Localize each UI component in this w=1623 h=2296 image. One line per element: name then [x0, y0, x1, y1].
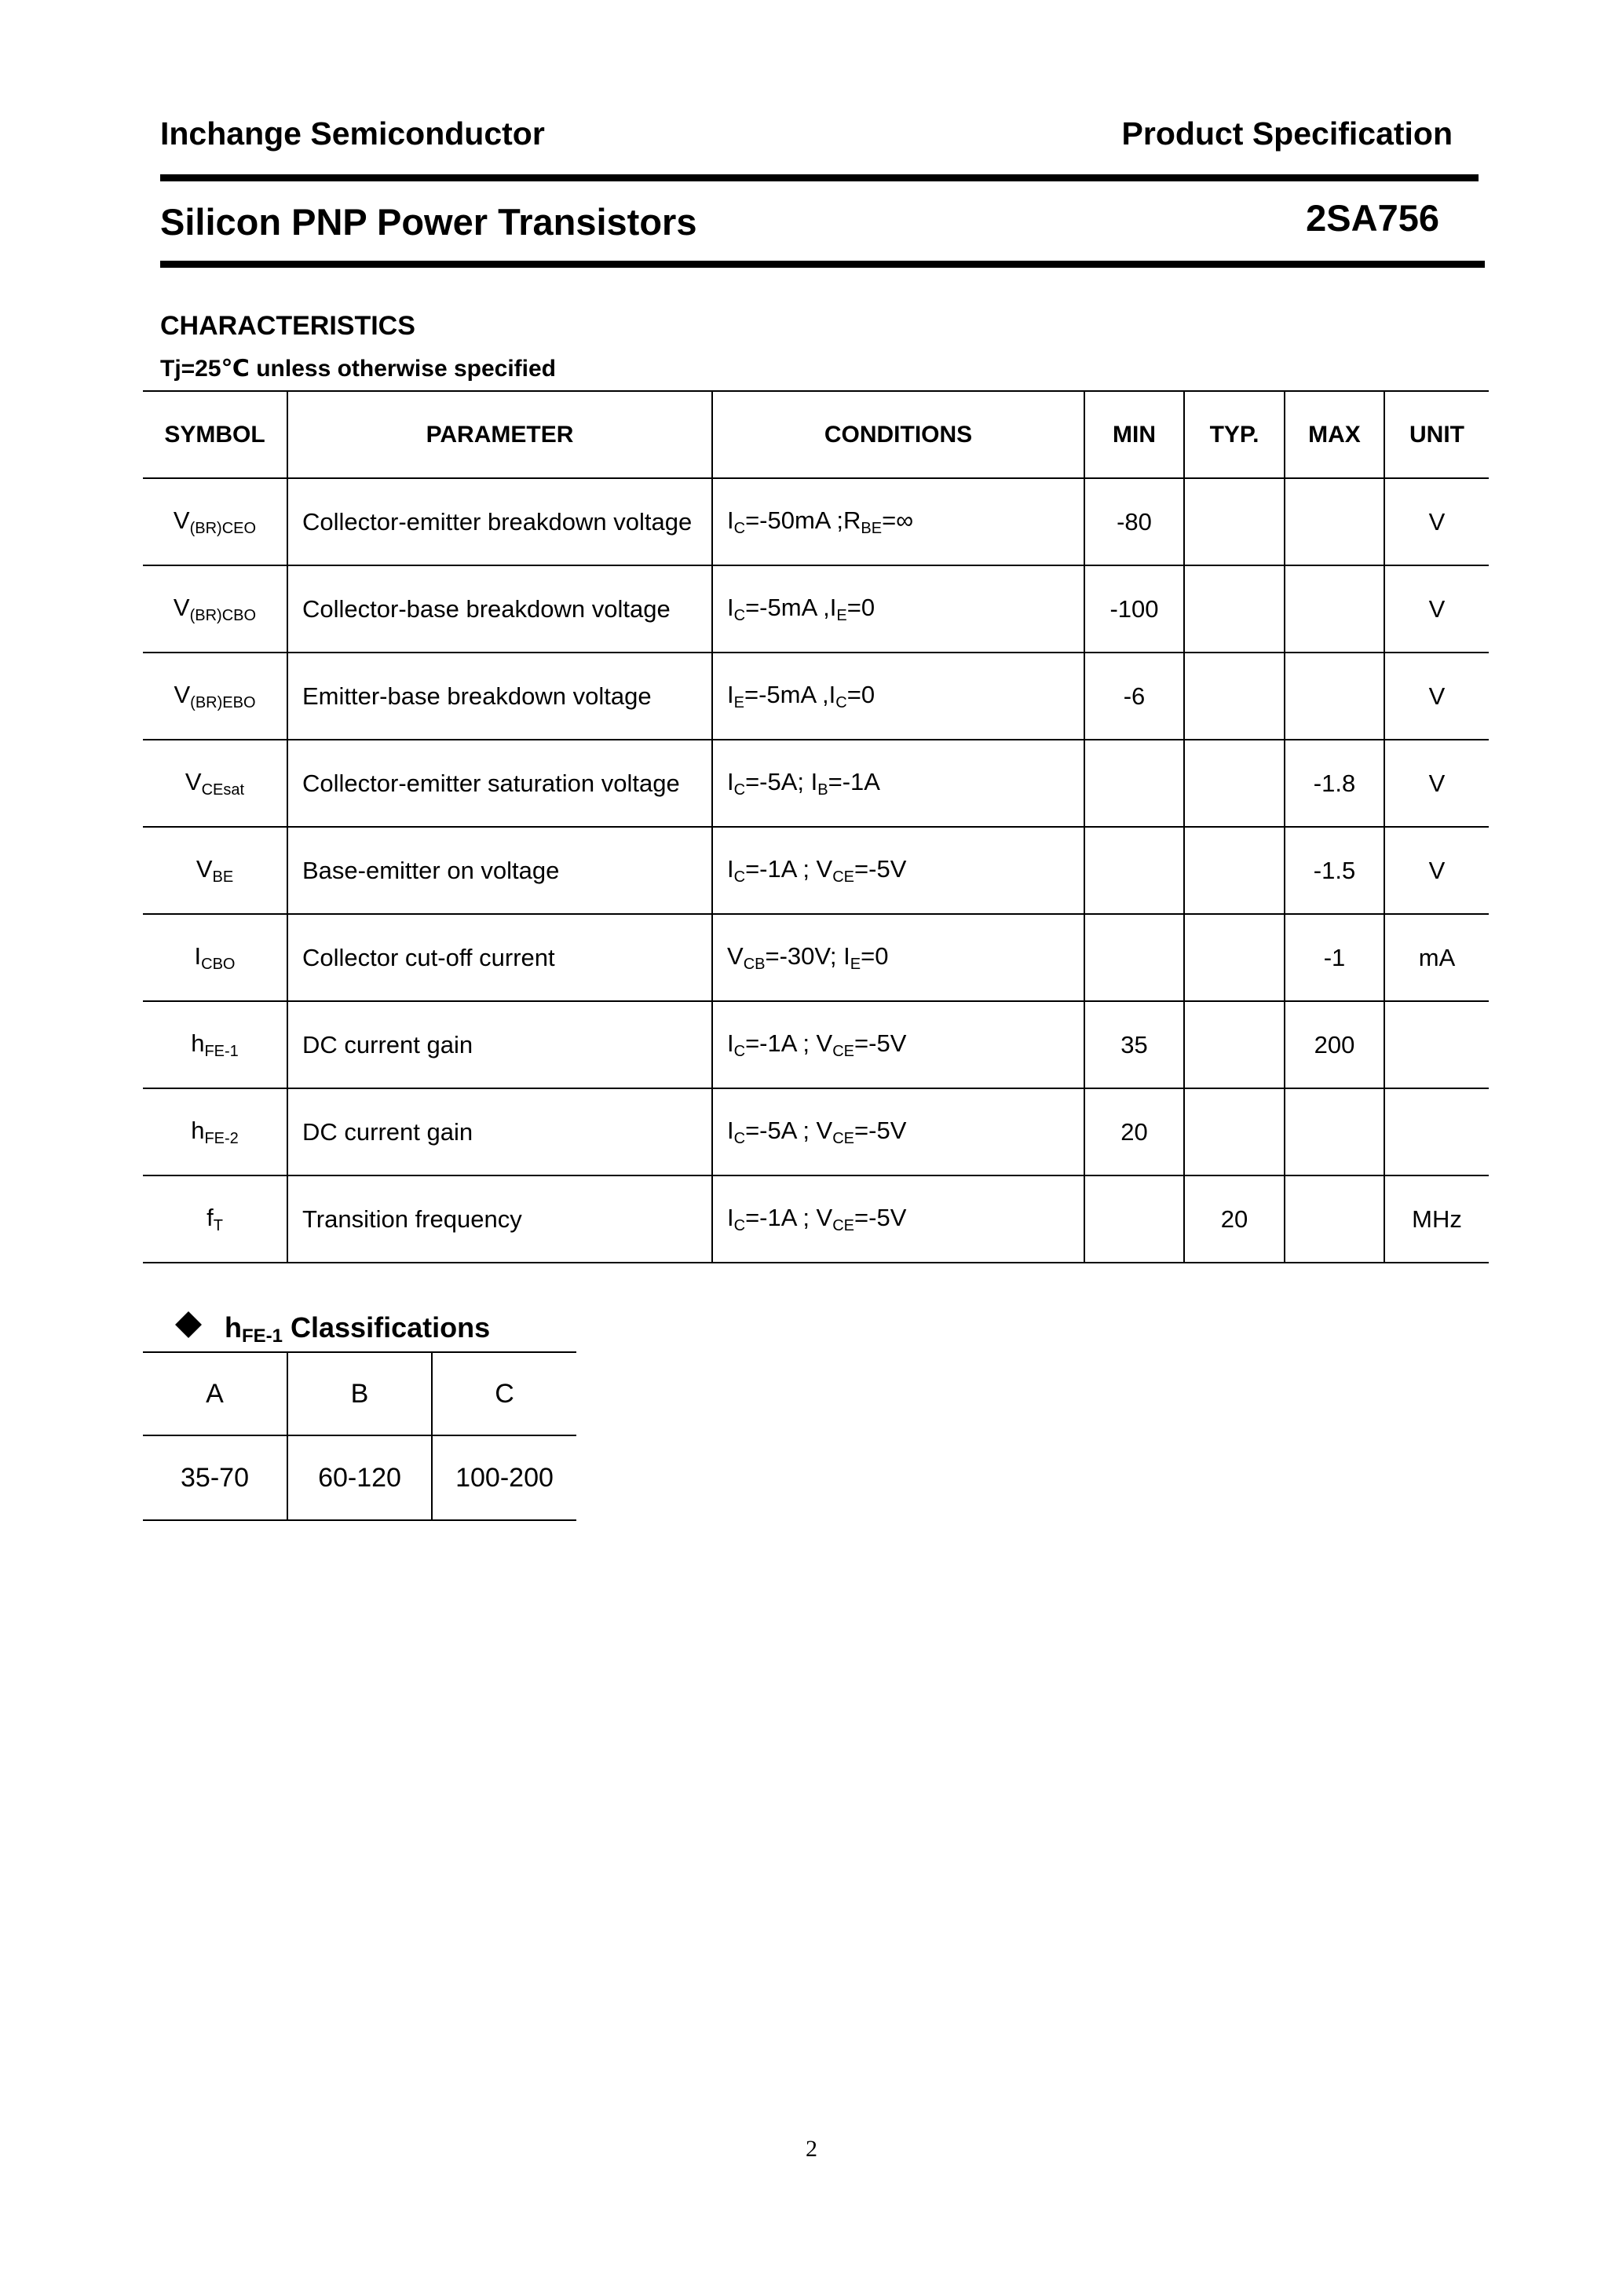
cell-conditions — [712, 740, 1084, 827]
class-header-a: A — [143, 1352, 287, 1435]
cell-symbol — [143, 740, 287, 827]
cell-unit: V — [1384, 478, 1489, 565]
col-header-symbol: SYMBOL — [143, 391, 287, 478]
condition-text: I — [727, 680, 734, 708]
condition-text: I — [727, 1116, 734, 1144]
table-row — [143, 1175, 1489, 1263]
classifications-value-row — [143, 1435, 576, 1520]
cell-min: 20 — [1084, 1088, 1184, 1175]
cell-conditions — [712, 827, 1084, 914]
cell-parameter: Emitter-base breakdown voltage — [287, 653, 712, 740]
symbol-main: I — [194, 941, 202, 970]
condition-text: =0 — [846, 680, 875, 708]
classifications-text: Classifications — [283, 1311, 491, 1344]
classifications-table — [143, 1351, 576, 1521]
cell-typ — [1184, 914, 1285, 1001]
classifications-header-row — [143, 1352, 576, 1435]
symbol-main: V — [173, 506, 190, 534]
cell-symbol — [143, 914, 287, 1001]
cell-typ — [1184, 827, 1285, 914]
table-row — [143, 1001, 1489, 1088]
table-header-row — [143, 391, 1489, 478]
symbol-sub: FE-2 — [204, 1129, 239, 1147]
section-title: CHARACTERISTICS — [160, 311, 415, 341]
condition-sub: C — [733, 1129, 746, 1147]
condition-text: =∞ — [882, 506, 914, 534]
condition-text: =-5mA ,I — [745, 593, 837, 621]
company-name: Inchange Semiconductor — [160, 115, 545, 152]
col-header-typ: TYP. — [1184, 391, 1285, 478]
condition-sub: CB — [743, 955, 766, 973]
table-row — [143, 653, 1489, 740]
cell-conditions — [712, 1001, 1084, 1088]
cell-max: -1 — [1285, 914, 1384, 1001]
cell-conditions — [712, 1088, 1084, 1175]
condition-sub: C — [733, 1216, 746, 1234]
cell-unit — [1384, 1001, 1489, 1088]
condition-sub: CE — [832, 1216, 855, 1234]
cell-symbol — [143, 1175, 287, 1263]
condition-text: =-1A — [828, 767, 880, 795]
table-row — [143, 478, 1489, 565]
cell-conditions — [712, 653, 1084, 740]
cell-max — [1285, 1175, 1384, 1263]
part-number: 2SA756 — [1306, 197, 1439, 239]
symbol-main: V — [174, 680, 191, 708]
table-row — [143, 827, 1489, 914]
cell-typ — [1184, 478, 1285, 565]
condition-text: =-5mA ,I — [744, 680, 836, 708]
cell-parameter: Collector-emitter breakdown voltage — [287, 478, 712, 565]
cell-symbol — [143, 653, 287, 740]
cell-max: -1.8 — [1285, 740, 1384, 827]
table-row — [143, 914, 1489, 1001]
symbol-main: V — [185, 767, 202, 795]
cell-symbol — [143, 565, 287, 653]
classifications-symbol: h — [225, 1311, 242, 1344]
cell-symbol — [143, 1001, 287, 1088]
cell-min — [1084, 827, 1184, 914]
symbol-sub: CBO — [201, 955, 236, 973]
condition-sub: B — [817, 781, 828, 799]
class-value-a: 35-70 — [143, 1435, 287, 1520]
cell-parameter: Transition frequency — [287, 1175, 712, 1263]
cell-typ — [1184, 653, 1285, 740]
cell-parameter: DC current gain — [287, 1001, 712, 1088]
condition-sub: C — [733, 781, 746, 799]
cell-max — [1285, 1088, 1384, 1175]
condition-sub: E — [836, 606, 847, 624]
cell-min — [1084, 740, 1184, 827]
cell-min: -80 — [1084, 478, 1184, 565]
symbol-main: V — [173, 593, 190, 621]
condition-sub: C — [835, 693, 847, 711]
condition-text: =-50mA ;R — [745, 506, 861, 534]
cell-typ — [1184, 565, 1285, 653]
header-rule-top — [160, 174, 1479, 181]
cell-unit: V — [1384, 740, 1489, 827]
condition-text: =-5V — [854, 1203, 907, 1231]
cell-parameter: Collector cut-off current — [287, 914, 712, 1001]
symbol-main: f — [207, 1203, 214, 1231]
condition-sub: C — [733, 606, 746, 624]
cell-parameter: Collector-base breakdown voltage — [287, 565, 712, 653]
condition-text: =0 — [846, 593, 875, 621]
col-header-min: MIN — [1084, 391, 1184, 478]
cell-parameter: Collector-emitter saturation voltage — [287, 740, 712, 827]
cell-max — [1285, 565, 1384, 653]
condition-text: =0 — [861, 941, 889, 970]
cell-conditions — [712, 1175, 1084, 1263]
symbol-sub: (BR)EBO — [190, 693, 256, 711]
symbol-main: h — [191, 1116, 205, 1144]
condition-sub: C — [733, 1042, 746, 1060]
condition-text: I — [727, 1203, 734, 1231]
diamond-bullet-icon — [175, 1311, 202, 1338]
col-header-max: MAX — [1285, 391, 1384, 478]
condition-sub: E — [850, 955, 861, 973]
condition-text: =-1A ; V — [745, 1029, 833, 1057]
cell-max — [1285, 653, 1384, 740]
doc-type: Product Specification — [1121, 115, 1453, 152]
condition-text: =-30V; I — [765, 941, 850, 970]
cell-typ — [1184, 1088, 1285, 1175]
class-value-b: 60-120 — [287, 1435, 432, 1520]
condition-sub: C — [733, 519, 746, 537]
condition-note: Tj=25℃ unless otherwise specified — [160, 356, 557, 382]
cell-conditions — [712, 914, 1084, 1001]
cell-unit: V — [1384, 565, 1489, 653]
condition-text: =-5V — [854, 854, 907, 883]
cell-typ: 20 — [1184, 1175, 1285, 1263]
cell-unit: mA — [1384, 914, 1489, 1001]
cell-max: 200 — [1285, 1001, 1384, 1088]
cell-min: 35 — [1084, 1001, 1184, 1088]
col-header-unit: UNIT — [1384, 391, 1489, 478]
condition-sub: E — [733, 693, 744, 711]
condition-text: =-5A; I — [745, 767, 818, 795]
condition-text: =-5V — [854, 1116, 907, 1144]
cell-min — [1084, 914, 1184, 1001]
condition-sub: CE — [832, 1042, 855, 1060]
symbol-sub: BE — [212, 868, 234, 886]
cell-unit: MHz — [1384, 1175, 1489, 1263]
table-row — [143, 740, 1489, 827]
header-rule-bottom — [160, 261, 1485, 268]
table-row — [143, 565, 1489, 653]
cell-symbol — [143, 478, 287, 565]
condition-text: V — [727, 941, 744, 970]
condition-text: I — [727, 1029, 734, 1057]
symbol-sub: (BR)CEO — [189, 519, 257, 537]
classifications-symbol-sub: FE-1 — [242, 1325, 283, 1347]
condition-text: I — [727, 506, 734, 534]
cell-unit — [1384, 1088, 1489, 1175]
class-value-c: 100-200 — [432, 1435, 576, 1520]
product-line-title: Silicon PNP Power Transistors — [160, 201, 697, 243]
condition-text: I — [727, 593, 734, 621]
page-number: 2 — [806, 2136, 817, 2162]
symbol-main: h — [191, 1029, 205, 1057]
col-header-parameter: PARAMETER — [287, 391, 712, 478]
cell-conditions — [712, 565, 1084, 653]
cell-min: -6 — [1084, 653, 1184, 740]
cell-max: -1.5 — [1285, 827, 1384, 914]
symbol-sub: T — [213, 1216, 223, 1234]
cell-unit: V — [1384, 827, 1489, 914]
cell-parameter: DC current gain — [287, 1088, 712, 1175]
cell-parameter: Base-emitter on voltage — [287, 827, 712, 914]
classifications-title — [179, 1311, 490, 1347]
cell-min: -100 — [1084, 565, 1184, 653]
cell-min — [1084, 1175, 1184, 1263]
cell-symbol — [143, 827, 287, 914]
condition-sub: CE — [832, 1129, 855, 1147]
condition-text: =-5A ; V — [745, 1116, 833, 1144]
condition-sub: CE — [832, 868, 855, 886]
condition-sub: BE — [861, 519, 883, 537]
condition-text: =-5V — [854, 1029, 907, 1057]
cell-symbol — [143, 1088, 287, 1175]
col-header-conditions: CONDITIONS — [712, 391, 1084, 478]
symbol-sub: FE-1 — [204, 1042, 239, 1060]
cell-typ — [1184, 740, 1285, 827]
condition-text: I — [727, 767, 734, 795]
condition-text: I — [727, 854, 734, 883]
symbol-sub: CEsat — [201, 781, 245, 799]
class-header-c: C — [432, 1352, 576, 1435]
characteristics-table — [143, 390, 1489, 1263]
symbol-sub: (BR)CBO — [189, 606, 257, 624]
cell-typ — [1184, 1001, 1285, 1088]
cell-conditions — [712, 478, 1084, 565]
condition-sub: C — [733, 868, 746, 886]
condition-text: =-1A ; V — [745, 854, 833, 883]
symbol-main: V — [196, 854, 213, 883]
table-row — [143, 1088, 1489, 1175]
cell-max — [1285, 478, 1384, 565]
class-header-b: B — [287, 1352, 432, 1435]
cell-unit: V — [1384, 653, 1489, 740]
condition-text: =-1A ; V — [745, 1203, 833, 1231]
